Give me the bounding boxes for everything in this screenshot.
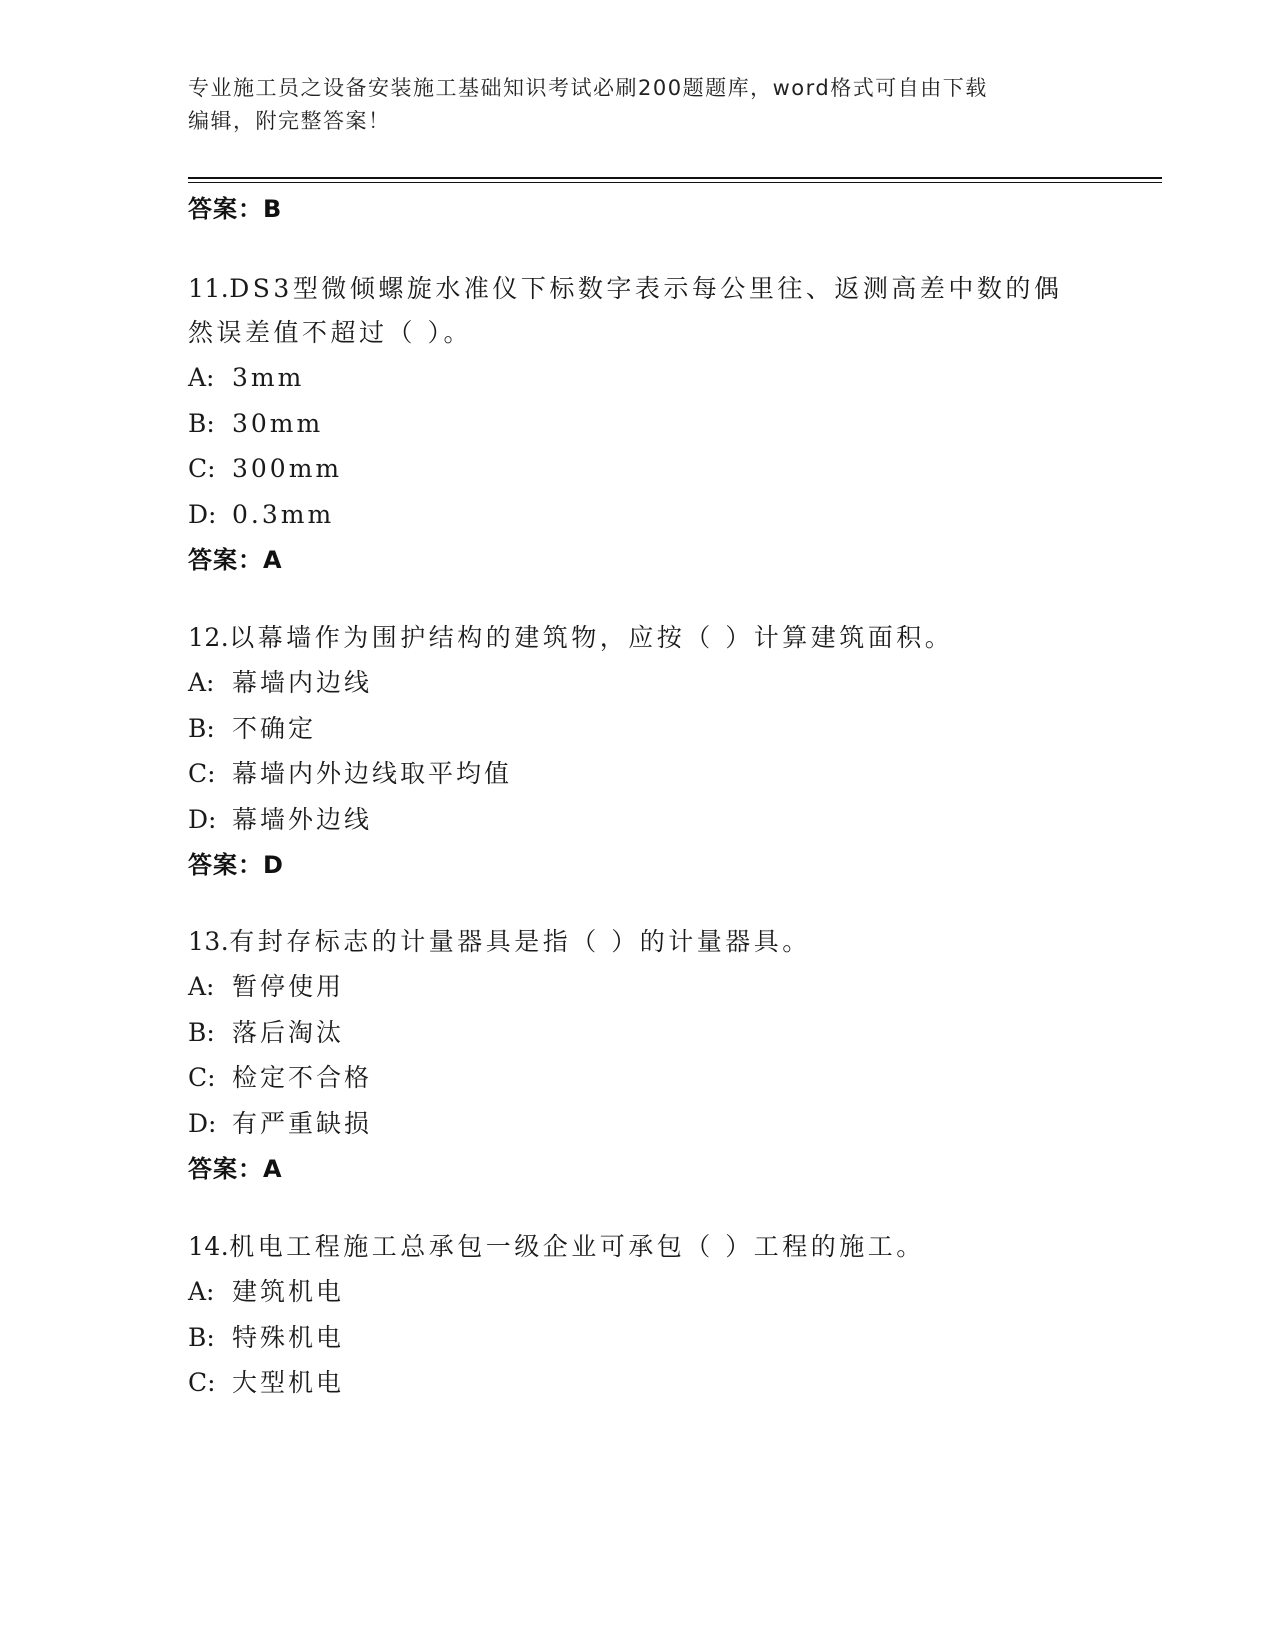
option-text: 有严重缺损 (232, 1108, 373, 1138)
option-key: C: (188, 1368, 216, 1397)
answer-line: 答案：B (188, 195, 283, 223)
option-a (188, 1269, 1088, 1315)
question-text (188, 1225, 1088, 1269)
option-c (188, 751, 1088, 797)
option-b (188, 401, 1088, 447)
question-text-line-1: DS3型微倾螺旋水准仪下标数字表示每公里往、返测高差中数的偶 (229, 274, 1063, 303)
question-text (188, 267, 1088, 311)
option-text: 不确定 (232, 713, 317, 743)
question-text-line-1: 机电工程施工总承包一级企业可承包（ ）工程的施工。 (229, 1232, 925, 1261)
option-text: 300mm (232, 454, 343, 483)
option-text: 检定不合格 (232, 1063, 373, 1092)
option-text: 暂停使用 (232, 972, 345, 1001)
question-12 (188, 616, 1088, 888)
answer-line: 答案：D (188, 851, 284, 879)
option-c (188, 1360, 1088, 1406)
option-d (188, 1101, 1088, 1147)
option-key: D: (188, 804, 217, 834)
option-text: 0.3mm (232, 499, 335, 529)
option-text: 大型机电 (232, 1368, 345, 1397)
option-text: 幕墙内边线 (232, 668, 373, 697)
option-b (188, 1315, 1088, 1361)
option-b (188, 706, 1088, 752)
option-text: 特殊机电 (232, 1322, 345, 1352)
document-header (188, 72, 1088, 138)
option-d (188, 492, 1088, 538)
option-a (188, 660, 1088, 706)
option-key: B: (188, 1322, 215, 1352)
option-key: D: (188, 1108, 217, 1138)
question-text-line-1: 以幕墙作为围护结构的建筑物，应按（ ）计算建筑面积。 (229, 623, 954, 652)
option-key: C: (188, 1063, 216, 1092)
option-b (188, 1010, 1088, 1056)
header-line-1: 专业施工员之设备安装施工基础知识考试必刷200题题库，word格式可自由下载 (188, 76, 988, 100)
option-a (188, 964, 1088, 1010)
option-c (188, 1055, 1088, 1101)
option-key: B: (188, 1017, 215, 1047)
option-key: C: (188, 454, 216, 483)
option-key: A: (188, 668, 215, 697)
question-number: 11. (188, 274, 230, 303)
option-key: A: (188, 972, 215, 1001)
option-key: D: (188, 499, 217, 529)
question-text (188, 616, 1088, 660)
question-number: 14. (188, 1232, 230, 1261)
option-c (188, 446, 1088, 492)
question-text-line-2: 然误差值不超过（ ）。 (188, 318, 472, 347)
option-text: 3mm (232, 363, 305, 392)
option-key: C: (188, 759, 216, 788)
answer-line: 答案：A (188, 546, 283, 574)
question-number: 13. (188, 927, 230, 956)
option-text: 落后淘汰 (232, 1017, 345, 1047)
question-13 (188, 920, 1088, 1192)
header-line-2: 编辑，附完整答案！ (188, 109, 391, 133)
answer-line: 答案：A (188, 1155, 283, 1183)
question-number: 12. (188, 623, 230, 652)
option-text: 幕墙内外边线取平均值 (232, 759, 513, 788)
question-text (188, 920, 1088, 964)
option-key: B: (188, 408, 215, 438)
option-key: A: (188, 363, 215, 392)
question-11 (188, 267, 1088, 583)
option-a (188, 355, 1088, 401)
option-text: 建筑机电 (232, 1277, 345, 1306)
question-text-line-1: 有封存标志的计量器具是指（ ）的计量器具。 (229, 927, 811, 956)
option-text: 30mm (232, 408, 324, 438)
option-text: 幕墙外边线 (232, 804, 373, 834)
header-divider-thick (188, 177, 1162, 179)
option-key: B: (188, 713, 215, 743)
question-14 (188, 1225, 1088, 1406)
option-d (188, 797, 1088, 843)
option-key: A: (188, 1277, 215, 1306)
header-divider-thin (188, 182, 1162, 183)
